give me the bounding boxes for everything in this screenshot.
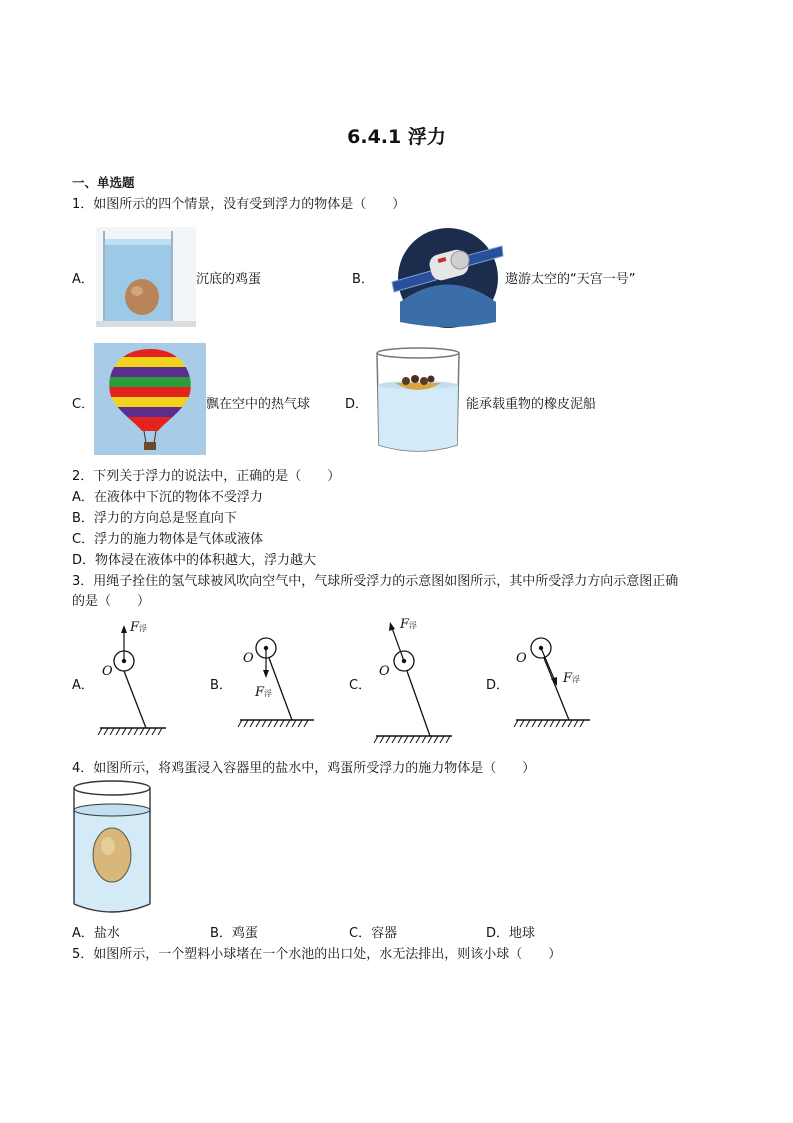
- q1-option-b-label: B．: [352, 272, 374, 287]
- q1-option-c-caption: 飘在空中的热气球: [206, 397, 311, 412]
- q2-option-d: D．物体浸在液体中的体积越大，浮力越大: [72, 553, 317, 568]
- space-station-image: [390, 222, 505, 329]
- egg-in-saltwater-image: [70, 776, 154, 920]
- q3-option-c-label: C．: [349, 678, 372, 693]
- q4-option-c: C．容器: [349, 926, 398, 941]
- q3-b-force-sub: 浮: [264, 689, 273, 698]
- q3-a-point: O: [102, 664, 113, 679]
- q3-b-point: O: [243, 651, 254, 666]
- q3-d-force-sub: 浮: [572, 675, 581, 684]
- q1-option-d-caption: 能承载重物的橡皮泥船: [466, 397, 597, 412]
- q3-c-force: F: [400, 617, 410, 632]
- q3-stem-line2: 的是（ ）: [72, 594, 151, 609]
- q3-diagram-b: [236, 628, 316, 732]
- q4-option-a: A．盐水: [72, 926, 120, 941]
- q3-diagram-d: [514, 628, 594, 732]
- page-title: 6.4.1 浮力: [347, 126, 446, 148]
- q1-option-b-caption: 遨游太空的“天宫一号”: [505, 272, 636, 287]
- q2-stem: 2．下列关于浮力的说法中，正确的是（ ）: [72, 469, 341, 484]
- q3-option-d-label: D．: [486, 678, 510, 693]
- q1-option-a-caption: 沉底的鸡蛋: [196, 272, 262, 287]
- q1-option-a-label: A．: [72, 272, 94, 287]
- q3-c-point: O: [379, 664, 390, 679]
- q3-option-a-label: A．: [72, 678, 94, 693]
- q3-a-force: F: [130, 620, 140, 635]
- q3-b-force: F: [255, 685, 265, 700]
- clay-boat-beaker-image: [373, 345, 463, 457]
- q1-option-c-label: C．: [72, 397, 95, 412]
- q3-c-force-sub: 浮: [409, 621, 418, 630]
- q4-option-d: D．地球: [486, 926, 536, 941]
- q2-option-a: A．在液体中下沉的物体不受浮力: [72, 490, 263, 505]
- q1-stem: 1．如图所示的四个情景，没有受到浮力的物体是（ ）: [72, 197, 406, 212]
- hot-air-balloon-image: [94, 343, 206, 455]
- q3-diagram-c: [372, 616, 456, 744]
- q5-stem: 5．如图所示，一个塑料小球堵在一个水池的出口处，水无法排出，则该小球（ ）: [72, 947, 562, 962]
- q4-stem: 4．如图所示，将鸡蛋浸入容器里的盐水中，鸡蛋所受浮力的施力物体是（ ）: [72, 761, 536, 776]
- q1-option-d-label: D．: [345, 397, 369, 412]
- q4-option-b: B．鸡蛋: [210, 926, 258, 941]
- sunken-egg-image: [96, 227, 196, 327]
- section-heading: 一、单选题: [72, 175, 135, 190]
- q3-a-force-sub: 浮: [139, 624, 148, 633]
- q3-d-force: F: [563, 671, 573, 686]
- q3-d-point: O: [516, 651, 527, 666]
- q2-option-c: C．浮力的施力物体是气体或液体: [72, 532, 264, 547]
- q3-option-b-label: B．: [210, 678, 232, 693]
- q3-stem-line1: 3．用绳子拴住的氢气球被风吹向空气中，气球所受浮力的示意图如图所示，其中所受浮力方向示意图正确: [72, 574, 679, 589]
- q2-option-b: B．浮力的方向总是竖直向下: [72, 511, 237, 526]
